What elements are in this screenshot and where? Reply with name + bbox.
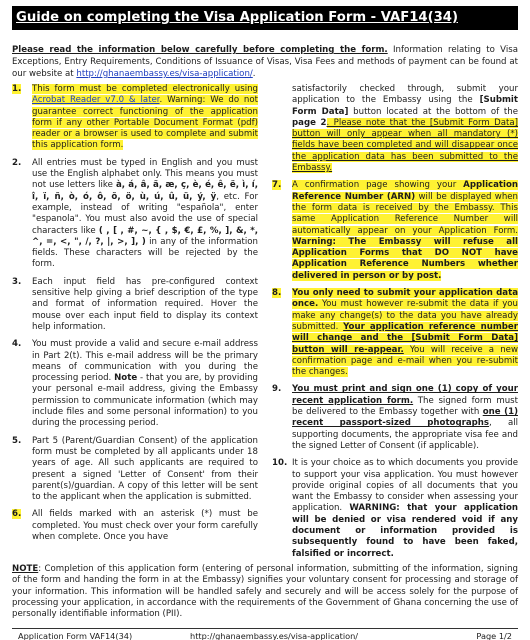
- instruction-text-part: Warning: The Embassy will refuse all Application Forms that DO NOT have Application Reference Numbers whether delivered in person or by post.: [292, 236, 518, 281]
- instruction-text-part: Your application reference number will change and the [Submit Form Data] button will re-appear.: [292, 321, 518, 355]
- footer-page-number: Page 1/2: [476, 631, 512, 640]
- instruction-number: 6.: [12, 509, 22, 520]
- instruction-text: [292, 458, 518, 560]
- instruction-item: [12, 158, 258, 271]
- instruction-number: 4.: [12, 339, 22, 350]
- instructions-right-column: [272, 84, 518, 566]
- instruction-text: [32, 339, 258, 429]
- footer-url[interactable]: http://ghanaembassy.es/visa-application/: [190, 631, 359, 640]
- instruction-item: [12, 339, 258, 429]
- instruction-text-part: one (1) recent passport-sized photographs: [292, 407, 518, 429]
- page-title: [12, 6, 518, 30]
- instruction-text: [32, 158, 258, 271]
- page-title-text: Guide on completing the Visa Application Form - VAF14(34): [16, 10, 458, 25]
- instruction-text-part: All entries must be typed in English and you must use the English alphabet only. This means you must not use letters like: [32, 157, 258, 191]
- instruction-text-part: , etc. For example, instead of writing "española", enter "espanola". You must also avoid the use of special characters like: [32, 191, 258, 236]
- instruction-text-part: You must however re-submit the data if you make any change(s) to the data you have already submitted.: [292, 299, 518, 332]
- instruction-item: [272, 458, 518, 560]
- instruction-text-part: You must print and sign one (1) copy of your recent application form.: [292, 384, 518, 406]
- footer-form-id: Application Form VAF14(34): [18, 631, 133, 640]
- instruction-text-part: will be displayed when the form data is received by the Embassy. This same Application Reference Number will automatically appear on your Application Form.: [292, 191, 519, 236]
- instruction-item: [12, 277, 258, 333]
- intro-end: .: [252, 69, 256, 79]
- instruction-text-part: This form must be completed electronically using: [32, 84, 258, 94]
- instruction-text-part: . Warning: We do not guarantee correct functioning of the application form if any other Portable Document Format (pdf) reader or a browser is used to complete and submit this application form.: [32, 95, 259, 151]
- consent-note: [12, 564, 518, 620]
- instruction-item: [272, 384, 518, 452]
- instruction-text-part: The signed form must be delivered to the Embassy together with: [292, 395, 519, 418]
- instruction-text-part: WARNING: that your application will be denied or visa rendered void if any document or information provided is subsequently found to have been faked, falsified or incorrect.: [292, 503, 518, 559]
- instruction-item: [272, 180, 518, 282]
- instruction-text-part: Each input field has pre-configured context sensitive help giving a brief description of the type and format of information required. Hover the mouse over each input field to display its context help information.: [32, 276, 258, 332]
- instruction-text: [32, 84, 258, 152]
- continuation-part: button located at the bottom of the: [348, 106, 518, 117]
- continuation-part: [Submit Form Data]: [292, 95, 518, 117]
- instruction-number: 9.: [272, 384, 282, 395]
- instruction-text-part: You must provide a valid and secure e-mail address in Part 2(t). This e-mail address will be the primary means of communication with you during the processing period.: [32, 339, 258, 384]
- intro-paragraph: [12, 44, 518, 80]
- instruction-text: [32, 509, 258, 543]
- instruction-text-part: à, á, â, ã, æ, ç, è, é, ê, ë, ì, í, î, ï, ñ, ò, ó, ô, õ, ö, ù, ú, û, ü, ý, ÿ: [32, 180, 259, 202]
- page-footer: [12, 628, 518, 640]
- instruction-item: [12, 436, 258, 504]
- intro-lead: Please read the information below carefully before completing the form.: [12, 45, 388, 55]
- instruction-text-part: You only need to submit your application data once.: [292, 288, 518, 310]
- instruction-continuation: [292, 84, 518, 174]
- intro-website-link[interactable]: http://ghanaembassy.es/visa-application/: [76, 69, 253, 79]
- note-label: NOTE: [12, 564, 39, 574]
- instruction-number: 1.: [12, 84, 22, 94]
- instruction-item: [12, 509, 258, 543]
- instruction-text: [292, 288, 518, 378]
- intro-text: Information relating to Visa Exceptions, Entry Requirements, Conditions of Issuance of Visas, Visa Fees and methods of payment can be found at our website at: [12, 45, 518, 79]
- instruction-text-part: in any of the information fields. These characters will be rejected by the form.: [32, 236, 258, 270]
- instruction-text-part: It is your choice as to which documents you provide to support your visa application. You must however provide original copies of all documents that you want the Embassy to consider when assessing your application.: [292, 458, 518, 514]
- instruction-text-part: All fields marked with an asterisk (*) must be completed. You must check over your form carefully when complete. Once you have: [32, 509, 258, 542]
- instruction-text-part: , all supporting documents, the appropriate visa fee and the signed Letter of Consent (if applicable).: [292, 418, 518, 451]
- instruction-item: [272, 288, 518, 378]
- instruction-text-part: ( , [ , #, ~, { , $, €, £, %, ], &, *, ^, =, <, ", /, ?, |, >, ], ): [32, 225, 258, 247]
- instructions-left-column: [12, 84, 258, 549]
- instruction-text: [292, 180, 518, 282]
- instruction-text-part: Note: [114, 373, 138, 384]
- continuation-part: page 2: [292, 117, 327, 128]
- instruction-number: 7.: [272, 180, 282, 191]
- continuation-part: satisfactorily checked through, submit your application to the Embassy using the: [292, 84, 518, 106]
- instruction-number: 2.: [12, 157, 22, 168]
- note-text: : Completion of this application form (entering of personal information, submitting of the information, signing of the form and handing the form in at the Embassy) signifies your voluntary consent for processing and storage of your information. This information will be handled safely and securely and will be access solely for the purpose of processing your application, in accordance with the requirements of the Government of Ghana concerning the use of personally identifiable information (PII).: [12, 564, 518, 620]
- instruction-text-part: - that you are, by providing your personal e-mail address, giving the Embassy permission to communicate information (which may include files and some personal information) to you during the processing period.: [32, 373, 258, 429]
- continuation-part: . Please note that the [Submit Form Data] button will only appear when all mandatory (*) fields have been completed and will disappear once the application data has been submitted to the Embassy.: [292, 117, 519, 174]
- instruction-number: 10.: [272, 458, 288, 469]
- instruction-text-part: A confirmation page showing your: [292, 180, 464, 191]
- instruction-text: [32, 436, 258, 504]
- instruction-text: [32, 277, 258, 333]
- instruction-number: 8.: [272, 288, 282, 299]
- instruction-text: [292, 384, 518, 452]
- instruction-text-part: Part 5 (Parent/Guardian Consent) of the application form must be completed by all applicants under 18 years of age. All such applicants are required to present a signed 'Letter of Consent' from their parent(s)/guardian. A copy of this letter will be sent to the applicant when the application is submitted.: [32, 435, 258, 503]
- instruction-text-part: You will receive a new confirmation page and e-mail when you re-submit the changes.: [292, 344, 518, 378]
- instruction-text-part[interactable]: Acrobat Reader v7.0 & later: [32, 95, 160, 106]
- instruction-number: 3.: [12, 276, 22, 287]
- instruction-text-part: Application Reference Number (ARN): [292, 180, 518, 202]
- instruction-number: 5.: [12, 435, 22, 446]
- instruction-item: [12, 84, 258, 152]
